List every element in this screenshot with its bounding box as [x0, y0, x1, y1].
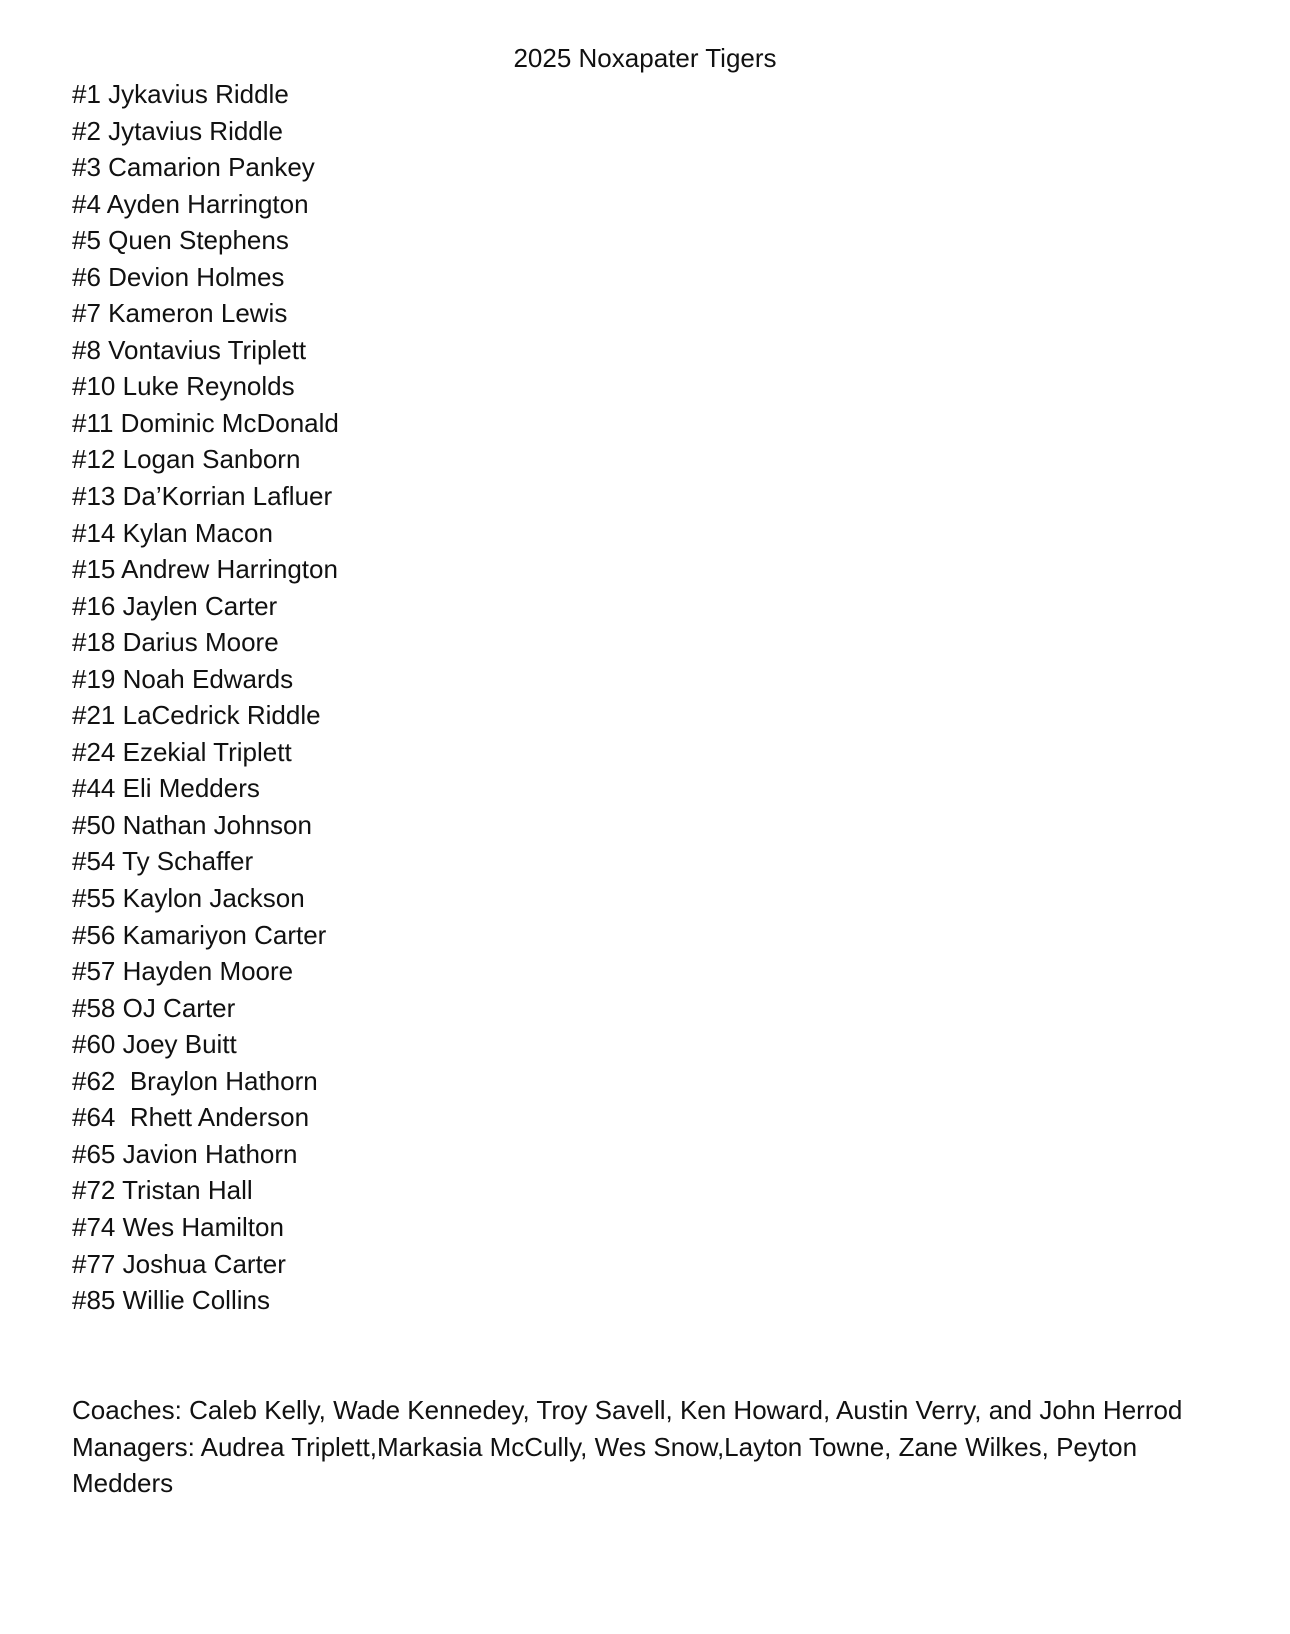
roster-player: #77 Joshua Carter: [72, 1248, 286, 1279]
roster-player: #57 Hayden Moore: [72, 956, 294, 987]
roster-player: #2 Jytavius Riddle: [72, 115, 283, 146]
roster-player: #18 Darius Moore: [72, 627, 279, 658]
roster-player: #8 Vontavius Triplett: [72, 334, 307, 365]
roster-player: #16 Jaylen Carter: [72, 590, 278, 621]
roster-player: #44 Eli Medders: [72, 773, 260, 804]
roster-player: #14 Kylan Macon: [72, 517, 273, 548]
roster-player: #3 Camarion Pankey: [72, 152, 315, 183]
roster-player: #11 Dominic McDonald: [72, 407, 339, 438]
roster-player: #50 Nathan Johnson: [72, 809, 312, 840]
roster-player: #12 Logan Sanborn: [72, 444, 301, 475]
roster-player: #56 Kamariyon Carter: [72, 919, 327, 950]
staff-section: [72, 1392, 1222, 1502]
roster-player: #7 Kameron Lewis: [72, 298, 288, 329]
coaches-line: Coaches: Caleb Kelly, Wade Kennedey, Troy Savell, Ken Howard, Austin Verry, and John Herrod: [72, 1395, 1183, 1425]
roster-player: #21 LaCedrick Riddle: [72, 700, 321, 731]
roster-player: #72 Tristan Hall: [72, 1175, 253, 1206]
roster-player: #10 Luke Reynolds: [72, 371, 295, 402]
roster-player: #19 Noah Edwards: [72, 663, 294, 694]
roster-player: #60 Joey Buitt: [72, 1029, 237, 1060]
roster-player: #64 Rhett Anderson: [72, 1102, 310, 1133]
roster-player: #4 Ayden Harrington: [72, 188, 309, 219]
roster-player: #13 Da’Korrian Lafluer: [72, 481, 333, 512]
roster-player: #74 Wes Hamilton: [72, 1211, 284, 1242]
roster-player: #54 Ty Schaffer: [72, 846, 254, 877]
roster-player: #1 Jykavius Riddle: [72, 79, 289, 109]
roster-player: #85 Willie Collins: [72, 1285, 270, 1316]
roster-list: [72, 76, 339, 1319]
roster-player: #55 Kaylon Jackson: [72, 883, 305, 914]
roster-player: #65 Javion Hathorn: [72, 1138, 298, 1169]
roster-player: #15 Andrew Harrington: [72, 554, 338, 585]
managers-line: Managers: Audrea Triplett,Markasia McCully, Wes Snow,Layton Towne, Zane Wilkes, Peyton Medders: [72, 1431, 1138, 1498]
roster-player: #6 Devion Holmes: [72, 261, 285, 292]
roster-player: #24 Ezekial Triplett: [72, 736, 292, 767]
roster-player: #58 OJ Carter: [72, 992, 236, 1023]
page-title: 2025 Noxapater Tigers: [513, 43, 777, 73]
roster-player: #62 Braylon Hathorn: [72, 1065, 318, 1096]
roster-player: #5 Quen Stephens: [72, 225, 289, 256]
